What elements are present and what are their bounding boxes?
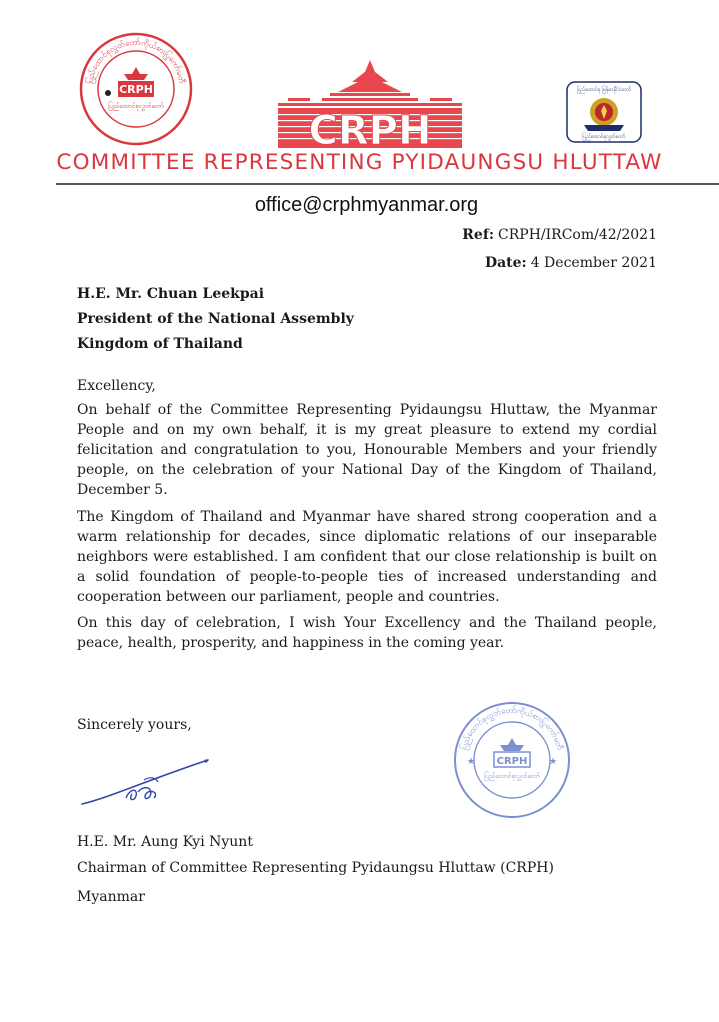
official-stamp (449, 700, 575, 820)
header-divider (56, 183, 719, 185)
emblem-bottom-text: ပြည်ထောင်စုလွှတ်တော် (582, 134, 626, 140)
stamp-sub-text: ပြည်ထောင်စုလွှတ်တော် (484, 772, 540, 780)
date-line (485, 255, 657, 271)
ref-value: CRPH/IRCom/42/2021 (498, 227, 657, 243)
emblem-top-text: ပြည်ထောင်စု မြန်မာနိုင်ငံတော် (576, 87, 632, 93)
svg-text:★: ★ (466, 757, 476, 767)
office-email: office@crphmyanmar.org (254, 194, 479, 216)
letter-paragraph-1: On behalf of the Committee Representing Pyidaungsu Hluttaw, the Myanmar People and on my own behalf, it is my great pleasure to extend my cordial felicitation and congratulation to you, Honourable Members and your friendly people, on the celebration of your National Day of the Kingdom of Thailand, December 5. (77, 402, 657, 498)
seal-sub-text: ပြည်ထောင်စုလွှတ်တော် (108, 102, 164, 110)
svg-text:★: ★ (548, 757, 558, 767)
reference-line (462, 227, 657, 243)
date-label: Date: (484, 255, 527, 271)
seal-ring-text: ပြည်ထောင်စုလွှတ်တော်ကိုယ်စားပြုကော်မတီ (85, 37, 187, 85)
recipient-country: Kingdom of Thailand (77, 336, 243, 352)
seal-center-text: CRPH (119, 83, 153, 96)
stamp-center-text: CRPH (496, 756, 528, 767)
stamp-ring-text: ပြည်ထောင်စုလွှတ်တော်ကိုယ်စားပြုကော်မတီ (459, 705, 565, 751)
letter-paragraph-3: On this day of celebration, I wish Your Excellency and the Thailand people, peace, health, prosperity, and happiness in the coming year. (77, 615, 657, 651)
signatory-country: Myanmar (77, 889, 145, 905)
recipient-name: H.E. Mr. Chuan Leekpai (77, 286, 265, 302)
date-value: 4 December 2021 (530, 255, 657, 271)
signatory-title: Chairman of Committee Representing Pyidaungsu Hluttaw (CRPH) (77, 860, 554, 876)
recipient-title: President of the National Assembly (77, 311, 354, 327)
salutation: Excellency, (77, 378, 156, 394)
myanmar-state-emblem (566, 81, 642, 143)
crph-logo-text: CRPH (308, 108, 432, 152)
ref-label: Ref: (462, 227, 495, 243)
crph-seal-logo (78, 31, 194, 147)
handwritten-signature (78, 752, 213, 814)
closing-line: Sincerely yours, (77, 717, 192, 733)
signatory-name: H.E. Mr. Aung Kyi Nyunt (77, 834, 253, 850)
crph-pagoda-logo (262, 58, 478, 152)
letter-paragraph-2: The Kingdom of Thailand and Myanmar have shared strong cooperation and a warm relationship for decades, since diplomatic relations of our inseparable neighbors were established. I am confident that our close relationship is built on a solid foundation of people-to-people ties of increased understanding and cooperation between our parliament, people and countries. (77, 509, 657, 605)
committee-title: COMMITTEE REPRESENTING PYIDAUNGSU HLUTTAW (56, 150, 663, 175)
